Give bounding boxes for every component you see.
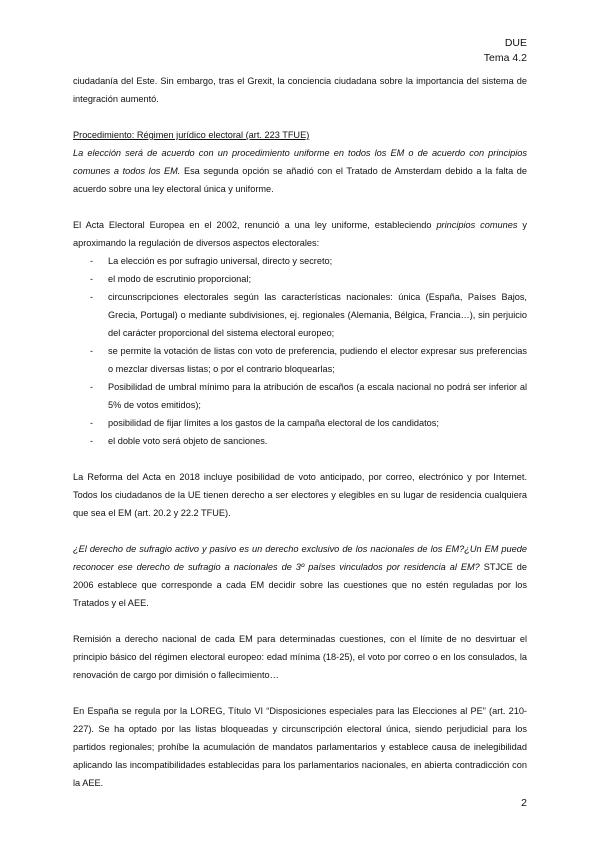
italic-text: ¿El derecho de sufragio activo y pasivo es un derecho exclusivo de los nacionales de los EM?¿Un EM puede reconocer ese derecho de sufragio a nacionales de 3º países vinculados por residencia al EM?: [73, 544, 527, 572]
paragraph-loreg: En España se regula por la LOREG, Título VI “Disposiciones especiales para las Elecciones al PE” (art. 210-227). Se ha optado por las listas bloqueadas y circunscripción electoral única, siendo perjudicial para los partidos regionales; prohíbe la acumulación de mandatos parlamentarios y establece causa de inelegibilidad aplicando las incompatibilidades establecidas para los parlamentarios nacionales, en abierta contradicción con la AEE.: [73, 706, 527, 788]
list-item: - el doble voto será objeto de sanciones.: [73, 432, 527, 450]
page-number: 2: [521, 797, 527, 809]
document-body: [73, 72, 527, 792]
section-heading: Procedimiento: Régimen jurídico electoral (art. 223 TFUE): [73, 130, 310, 140]
paragraph-text: El Acta Electoral Europea en el 2002, renunció a una ley uniforme, estableciendo: [73, 220, 437, 230]
header-course: DUE: [504, 37, 527, 49]
paragraph-text: y aproximando la regulación de diversos aspectos electorales:: [73, 220, 527, 248]
page-header: [484, 36, 527, 65]
paragraph-art223: [73, 144, 527, 198]
list-item: - el modo de escrutinio proporcional;: [73, 270, 527, 288]
paragraph-acta-2002: [73, 216, 527, 252]
paragraph-text: Esa segunda opción se añadió con el Tratado de Amsterdam debido a la falta de acuerdo sobre una ley electoral única y uniforme.: [73, 166, 527, 194]
list-item: - posibilidad de fijar límites a los gastos de la campaña electoral de los candidatos;: [73, 414, 527, 432]
paragraph-intro: ciudadanía del Este. Sin embargo, tras el Grexit, la conciencia ciudadana sobre la importancia del sistema de integración aumentó.: [73, 76, 527, 104]
list-item: - circunscripciones electorales según las características nacionales: única (España, Países Bajos, Grecia, Portugal) o mediante subdivisiones, ej. regionales (Alemania, Bélgica, Francia…), sin perjuicio del carácter proporcional del sistema electoral europeo;: [73, 288, 527, 342]
paragraph-sufragio: [73, 540, 527, 612]
paragraph-text: STJCE de 2006 establece que corresponde a cada EM decidir sobre las cuestiones que no estén reguladas por los Tratados y el AEE.: [73, 562, 528, 608]
paragraph-remision: Remisión a derecho nacional de cada EM para determinadas cuestiones, con el límite de no desvirtuar el principio básico del régimen electoral europeo: edad mínima (18-25), el voto por correo o en los consulados, la renovación de cargo por dimisión o fallecimiento…: [73, 634, 527, 680]
list-item: - La elección es por sufragio universal, directo y secreto;: [73, 252, 527, 270]
header-topic: Tema 4.2: [483, 51, 527, 64]
list-item: - Posibilidad de umbral mínimo para la atribución de escaños (a escala nacional no podrá ser inferior al 5% de votos emitidos);: [73, 378, 527, 414]
list-item: - se permite la votación de listas con voto de preferencia, pudiendo el elector expresar sus preferencias o mezclar diversas listas; o por el contrario bloquearlas;: [73, 342, 527, 378]
italic-text: principios comunes: [436, 220, 518, 230]
electoral-aspects-list: [73, 252, 527, 450]
italic-text: La elección será de acuerdo con un procedimiento uniforme en todos los EM o de acuerdo con principios comunes a todos los EM.: [73, 148, 527, 176]
paragraph-reforma-2018: La Reforma del Acta en 2018 incluye posibilidad de voto anticipado, por correo, electrónico y por Internet. Todos los ciudadanos de la UE tienen derecho a ser electores y elegibles en su lugar de residencia cualquiera que sea el EM (art. 20.2 y 22.2 TFUE).: [73, 472, 527, 518]
